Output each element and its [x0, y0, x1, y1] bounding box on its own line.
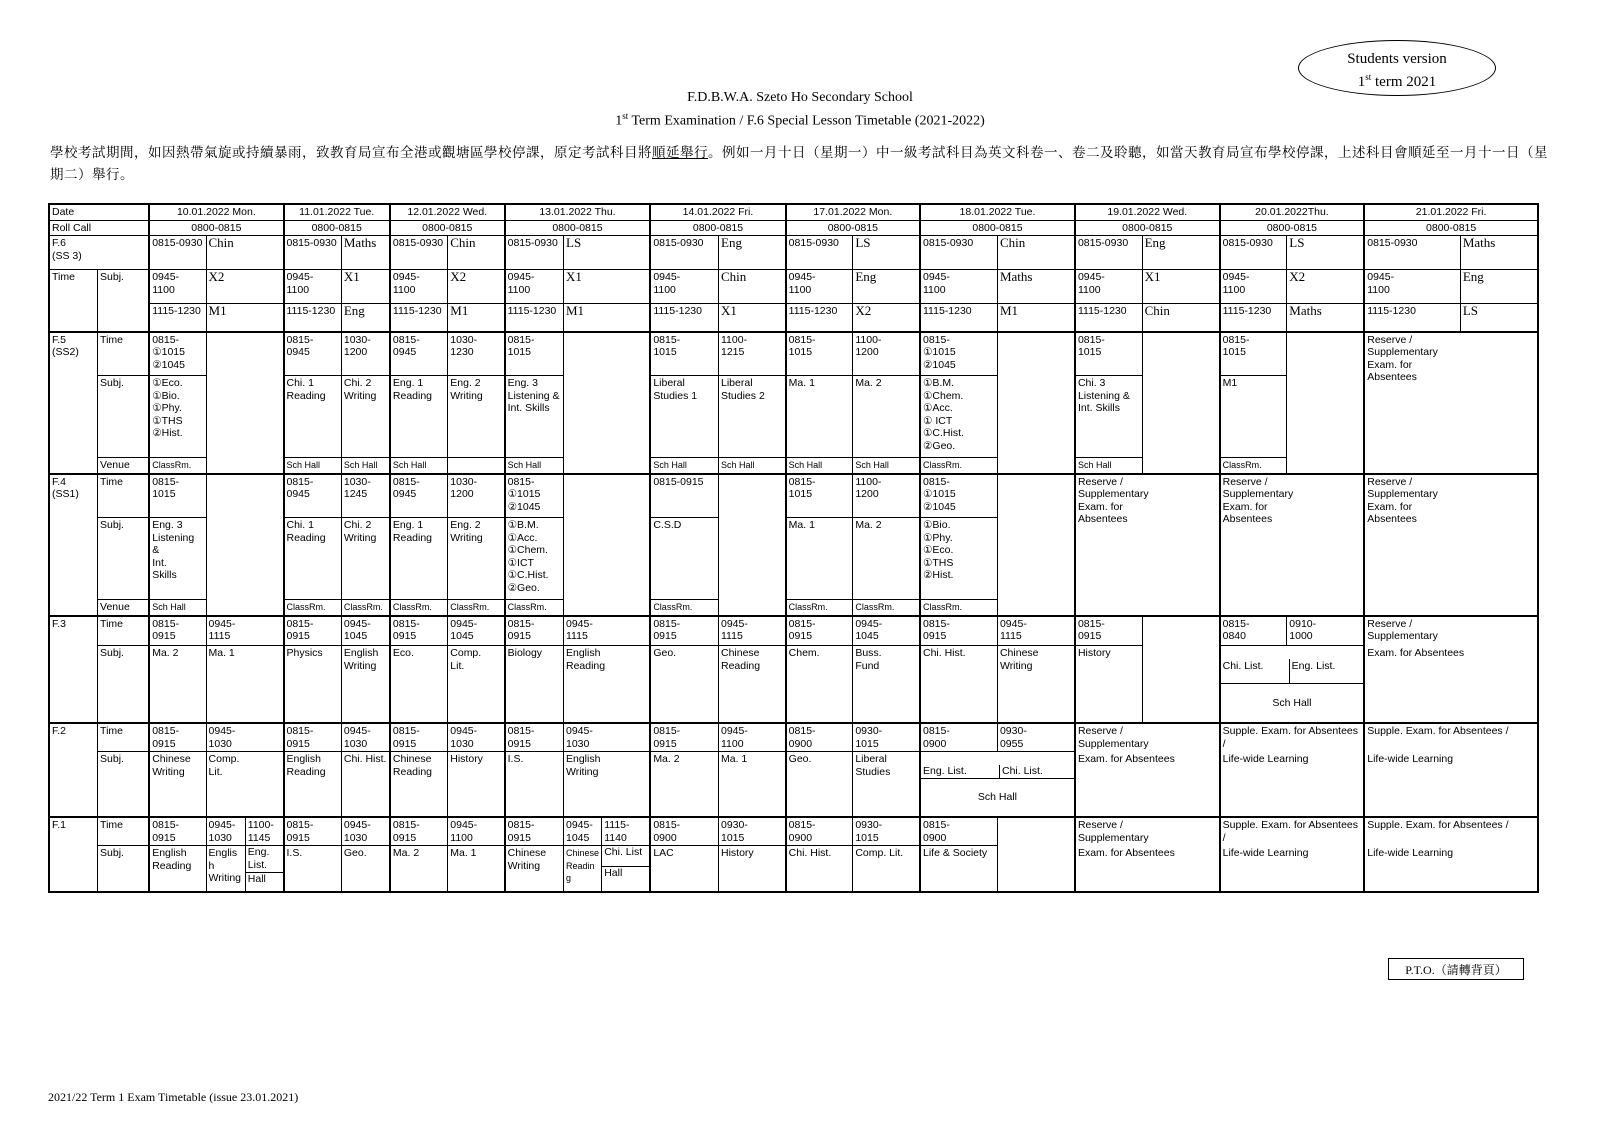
exam-timetable [48, 203, 1539, 893]
document-header [0, 89, 1600, 131]
form-label: F.3 [49, 616, 98, 724]
date-row [49, 204, 1538, 220]
pto-label: P.T.O.（請轉背頁） [1388, 958, 1524, 980]
date-label: Date [49, 204, 149, 220]
f3-subj-row: Subj. Ma. 2 Ma. 1 Physics English Writing Eco. Comp. Lit. Biology English Reading Geo. Chinese Reading Chem. Buss. Fund Chi. Hist. Chinese Writing History Chi. List. Eng. List. Sch Hall Exam. for Absentees [49, 646, 1538, 724]
day-header: 13.01.2022 Thu. [505, 204, 651, 220]
document-title: 1st Term Examination / F.6 Special Lesson Timetable (2021-2022) [615, 111, 985, 129]
footer-issue: 2021/22 Term 1 Exam Timetable (issue 23.01.2021) [48, 1090, 299, 1104]
f2-time-row: F.2 Time 0815- 0915 0945- 1030 0815- 0915 0945- 1030 0815- 0915 0945- 1030 0815- 0915 0945- 1030 0815- 0915 0945- 1100 0815- 0900 0930- 1015 0815- 0900 0930- 0955 Reserve / Supplementary Supple. Exam. for Absentees / Supple. Exam. for Absentees / [49, 723, 1538, 752]
day-header: 14.01.2022 Fri. [650, 204, 785, 220]
f5-venue-row: Venue ClassRm. Sch Hall Sch Hall Sch Hall Sch Hall Sch Hall Sch Hall Sch Hall Sch Hall ClassRm. Sch Hall ClassRm. [49, 458, 1538, 474]
f4-subj-row: Subj. Eng. 3 Listening & Int. Skills Chi. 1 Reading Chi. 2 Writing Eng. 1 Reading Eng. 2 Writing ①B.M. ①Acc. ①Chem. ①ICT ①C.Hist. ②Geo. C.S.D Ma. 1 Ma. 2 ①Bio. ①Phy. ①Eco. ①THS ②Hist. [49, 518, 1538, 600]
f4-time-row: F.4 (SS1) Time 0815- 1015 0815- 0945 1030- 1245 0815- 0945 1030- 1200 0815- ①1015 ②1045 0815-0915 0815- 1015 1100- 1200 0815- ①1015 ②1045 Reserve / Supplementary Exam. for Absentees Reserve / Supplementary Exam. for Absentees Reserve / Supplementary Exam. for Absentees [49, 474, 1538, 518]
day-header: 20.01.2022Thu. [1220, 204, 1365, 220]
f1-subj-row: Subj. English Reading English Writing Eng. List. Hall I.S. Geo. Ma. 2 Ma. 1 Chinese Writing Chinese Reading Chi. List Hall LAC History Chi. Hist. Comp. Lit. Life & Society Exam. for Absentees Life-wide Learning Life-wide Learning [49, 846, 1538, 892]
students-version-badge [1298, 40, 1496, 96]
day-header: 11.01.2022 Tue. [284, 204, 390, 220]
f6-row1: F.6 (SS 3) 0815-0930 Chin 0815-0930 Maths 0815-0930 Chin 0815-0930 LS 0815-0930 Eng 0815-0930 LS 0815-0930 Chin 0815-0930 Eng 0815-0930 LS 0815-0930 Maths [49, 236, 1538, 270]
form-label: F.5 (SS2) [49, 332, 98, 474]
day-header: 17.01.2022 Mon. [786, 204, 920, 220]
day-header: 21.01.2022 Fri. [1364, 204, 1538, 220]
form-label: F.2 [49, 723, 98, 817]
form-label: F.6 (SS 3) [49, 236, 149, 270]
f5-time-row: F.5 (SS2) Time 0815- ①1015 ②1045 0815- 0945 1030- 1200 0815- 0945 1030- 1230 0815- 1015 0815- 1015 1100- 1215 0815- 1015 1100- 1200 0815- ①1015 ②1045 0815- 1015 0815- 1015 Reserve / Supplementary Exam. for Absentees [49, 332, 1538, 376]
day-header: 10.01.2022 Mon. [149, 204, 283, 220]
typhoon-notice: 學校考試期間，如因熱帶氣旋或持續暴雨，致教育局宣布全港或觀塘區學校停課，原定考試科目將順延舉行。例如一月十日（星期一）中一級考試科目為英文科卷一、卷二及聆聽，如當天教育局宣布學校停課，上述科目會順延至一月十一日（星期二）舉行。 [50, 145, 1548, 182]
day-header: 18.01.2022 Tue. [920, 204, 1075, 220]
f1-time-row: F.1 Time 0815- 0915 0945- 1030 1100- 1145 0815- 0915 0945- 1030 0815- 0915 0945- 1100 0815- 0915 0945- 1045 1115- 1140 0815- 0900 0930- 1015 0815- 0900 0930- 1015 0815- 0900 Reserve / Supplementary Supple. Exam. for Absentees / Supple. Exam. for Absentees / [49, 817, 1538, 846]
f6-row2: Time Subj. 0945- 1100 X2 0945- 1100 X1 0945- 1100 X2 0945- 1100 X1 0945- 1100 Chin 0945- 1100 Eng 0945- 1100 Maths 0945- 1100 X1 0945- 1100 X2 0945- 1100 Eng [49, 270, 1538, 304]
school-name: F.D.B.W.A. Szeto Ho Secondary School [687, 90, 913, 105]
badge-line2: 1st term 2021 [1357, 72, 1437, 90]
badge-line1: Students version [1347, 51, 1447, 67]
roll-call-label: Roll Call [49, 220, 149, 236]
f3-time-row: F.3 Time 0815- 0915 0945- 1115 0815- 0915 0945- 1045 0815- 0915 0945- 1045 0815- 0915 0945- 1115 0815- 0915 0945- 1115 0815- 0915 0945- 1045 0815- 0915 0945- 1115 0815- 0915 0815- 0840 0910- 1000 Reserve / Supplementary [49, 616, 1538, 646]
form-label: F.4 (SS1) [49, 474, 98, 616]
f6-row3: 1115-1230 M1 1115-1230 Eng 1115-1230 M1 1115-1230 M1 1115-1230 X1 1115-1230 X2 1115-1230 M1 1115-1230 Chin 1115-1230 Maths 1115-1230 LS [49, 304, 1538, 332]
day-header: 19.01.2022 Wed. [1075, 204, 1220, 220]
form-label: F.1 [49, 817, 98, 892]
day-header: 12.01.2022 Wed. [390, 204, 505, 220]
roll-call-row: Roll Call 0800-0815 0800-0815 0800-0815 0800-0815 0800-0815 0800-0815 0800-0815 0800-0815 0800-0815 0800-0815 [49, 220, 1538, 236]
f2-subj-row: Subj. Chinese Writing Comp. Lit. English Reading Chi. Hist. Chinese Reading History I.S. English Writing Ma. 2 Ma. 1 Geo. Liberal Studies Eng. List. Chi. List. Sch Hall Exam. for Absentees Life-wide Learning Life-wide Learning [49, 752, 1538, 818]
f4-venue-row: Venue Sch Hall ClassRm. ClassRm. ClassRm. ClassRm. ClassRm. ClassRm. ClassRm. ClassRm. ClassRm. [49, 600, 1538, 616]
f5-subj-row: Subj. ①Eco. ①Bio. ①Phy. ①THS ②Hist. Chi. 1 Reading Chi. 2 Writing Eng. 1 Reading Eng. 2 Writing Eng. 3 Listening & Int. Skills Liberal Studies 1 Liberal Studies 2 Ma. 1 Ma. 2 ①B.M. ①Chem. ①Acc. ① ICT ①C.Hist. ②Geo. Chi. 3 Listening & Int. Skills M1 [49, 376, 1538, 458]
